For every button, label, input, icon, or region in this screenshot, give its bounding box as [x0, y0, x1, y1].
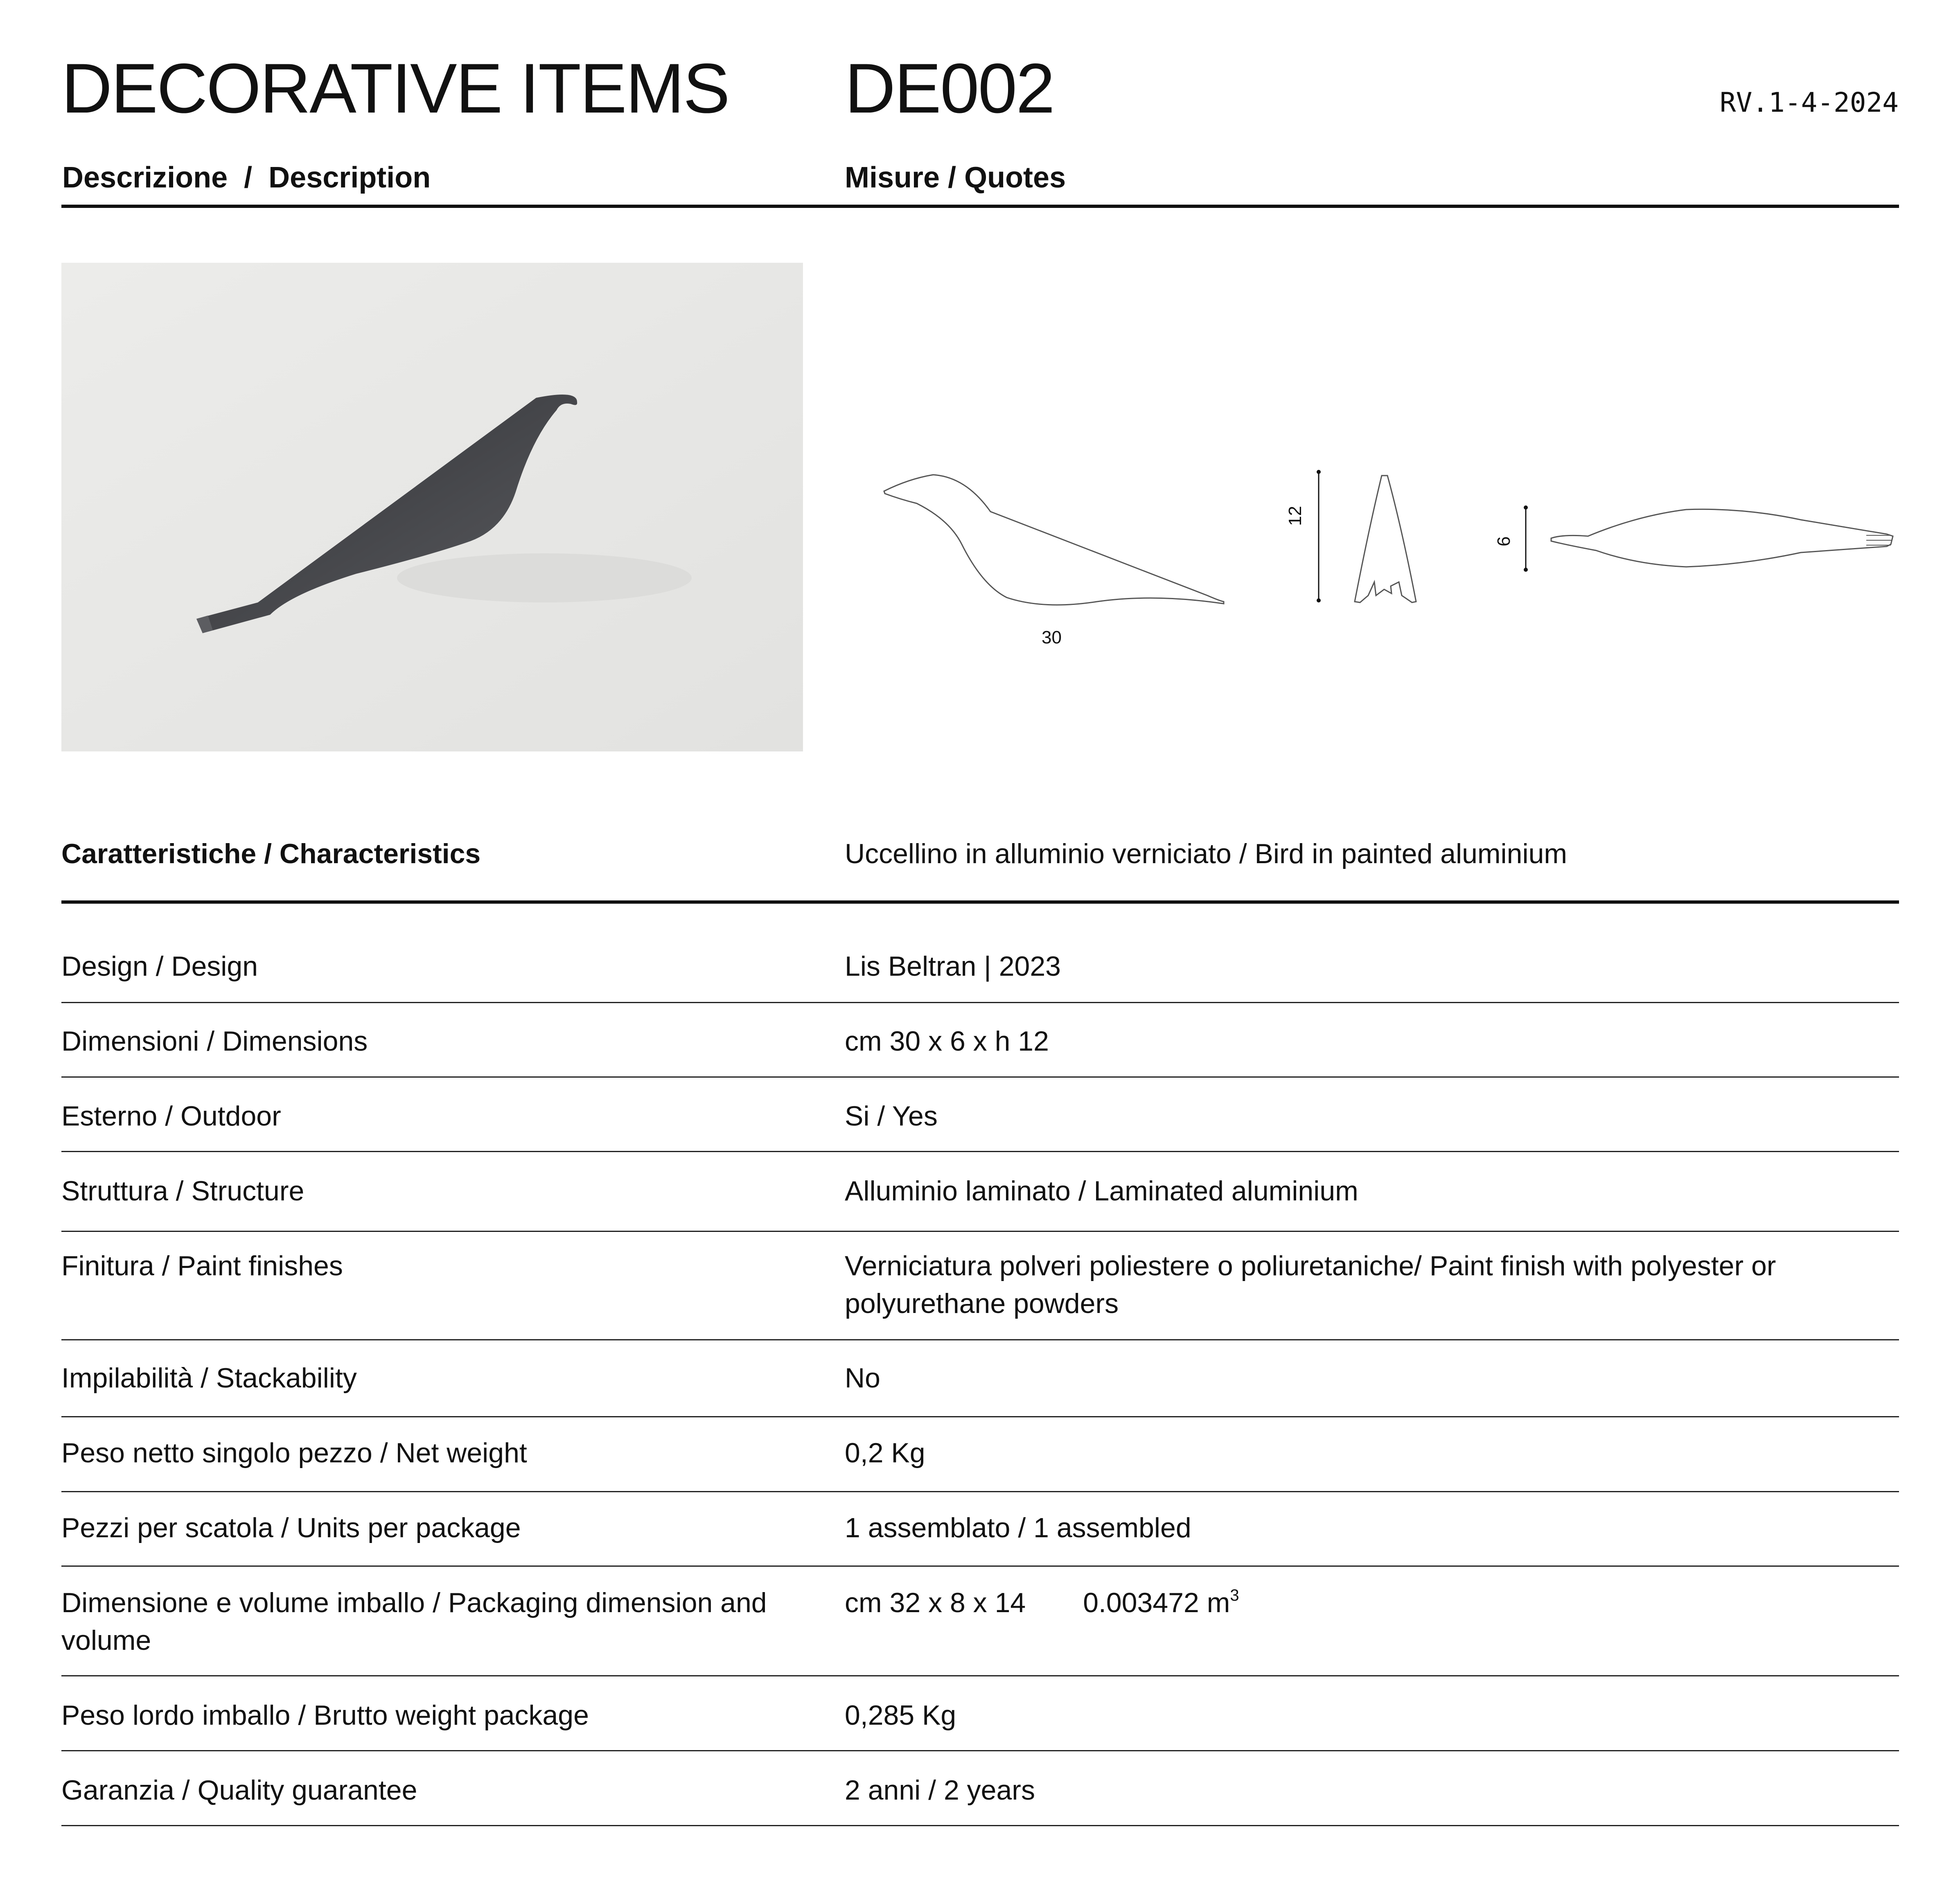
- height-dimension-label: 12: [1285, 506, 1305, 526]
- description-heading: Descrizione / Description: [62, 161, 431, 194]
- spec-value-net-weight: 0,2 Kg: [845, 1437, 925, 1468]
- spec-label-stackability: Impilabilità / Stackability: [61, 1362, 357, 1394]
- spec-label-units-per-package: Pezzi per scatola / Units per package: [61, 1512, 521, 1543]
- spec-label-gross-weight: Peso lordo imballo / Brutto weight package: [61, 1700, 589, 1731]
- spec-value-units-per-package: 1 assemblato / 1 assembled: [845, 1512, 1191, 1543]
- spec-label-dimensions: Dimensioni / Dimensions: [61, 1026, 368, 1057]
- spec-value-dimensions: cm 30 x 6 x h 12: [845, 1026, 1049, 1057]
- packaging-volume: 0.003472 $m^3$: [1083, 1586, 1239, 1618]
- product-code: DE002: [845, 49, 1054, 128]
- row-divider: [61, 1231, 1899, 1232]
- packaging-dimensions: cm 32 x 8 x 14: [845, 1587, 1026, 1618]
- spec-label-finishes: Finitura / Paint finishes: [61, 1250, 343, 1281]
- row-divider: [61, 1491, 1899, 1492]
- characteristics-label: Caratteristiche / Characteristics: [61, 838, 481, 869]
- row-divider: [61, 1151, 1899, 1152]
- characteristics-divider: [61, 900, 1899, 904]
- spec-value-structure: Alluminio laminato / Laminated aluminium: [845, 1175, 1358, 1207]
- depth-dimension-label: 6: [1494, 536, 1514, 546]
- row-divider: [61, 1675, 1899, 1676]
- spec-value-guarantee: 2 anni / 2 years: [845, 1775, 1035, 1806]
- row-divider: [61, 1416, 1899, 1417]
- row-divider: [61, 1750, 1899, 1751]
- spec-label-structure: Struttura / Structure: [61, 1175, 304, 1207]
- front-view-outline: [1355, 476, 1416, 602]
- row-divider: [61, 1565, 1899, 1567]
- measures-heading: Misure / Quotes: [845, 161, 1066, 194]
- spec-value-finishes: Verniciatura polveri poliestere o poliuretaniche/ Paint finish with polyester or polyurethane powders: [845, 1250, 1776, 1319]
- category-title: DECORATIVE ITEMS: [61, 49, 729, 128]
- spec-label-packaging: Dimensione e volume imballo / Packaging dimension and volume: [61, 1587, 767, 1656]
- spec-value-stackability: No: [845, 1362, 880, 1394]
- product-photo: [61, 263, 803, 751]
- spec-value-gross-weight: 0,285 Kg: [845, 1700, 956, 1731]
- characteristics-value: Uccellino in alluminio verniciato / Bird in painted aluminium: [845, 838, 1568, 869]
- spec-value-packaging: [845, 1584, 1892, 1622]
- revision-label: RV.1-4-2024: [1719, 87, 1899, 118]
- header-divider: [61, 205, 1899, 208]
- spec-value-design: Lis Beltran | 2023: [845, 951, 1061, 982]
- spec-label-guarantee: Garanzia / Quality guarantee: [61, 1775, 417, 1806]
- dimension-drawings: [859, 454, 1924, 626]
- spec-label-outdoor: Esterno / Outdoor: [61, 1101, 281, 1132]
- row-divider: [61, 1339, 1899, 1340]
- top-view-outline: [1551, 509, 1893, 567]
- spec-label-net-weight: Peso netto singolo pezzo / Net weight: [61, 1437, 527, 1468]
- row-divider: [61, 1076, 1899, 1078]
- row-divider: [61, 1825, 1899, 1826]
- row-divider: [61, 1002, 1899, 1003]
- bird-illustration: [61, 263, 803, 751]
- spec-label-design: Design / Design: [61, 951, 258, 982]
- side-view-outline: [884, 475, 1224, 605]
- spec-value-outdoor: Si / Yes: [845, 1101, 938, 1132]
- width-dimension-label: 30: [1042, 627, 1062, 647]
